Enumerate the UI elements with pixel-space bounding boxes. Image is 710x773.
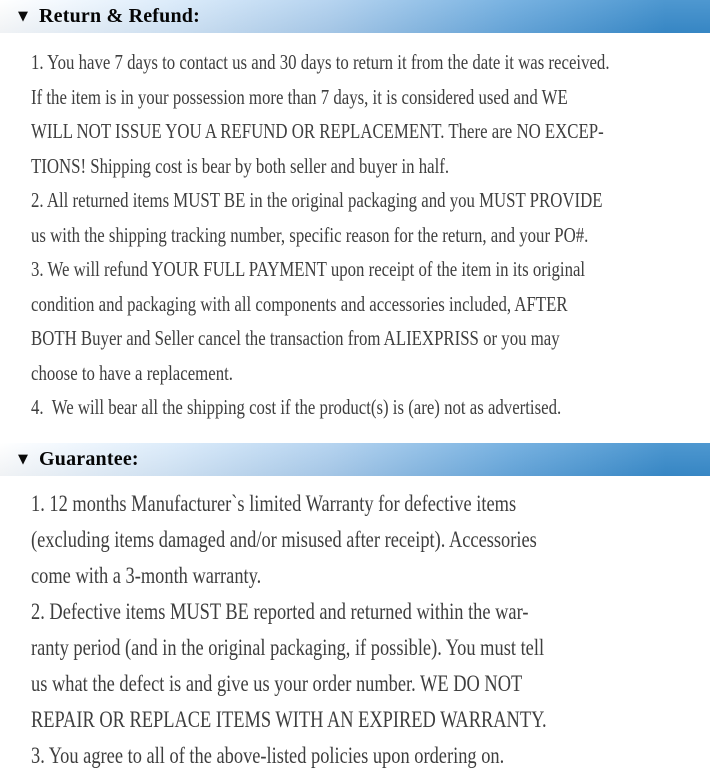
triangle-down-icon: ▼ — [18, 451, 28, 467]
return-refund-text — [31, 45, 710, 425]
policy-text-line: (excluding items damaged and/or misused after receipt). Accessories — [31, 526, 537, 552]
policy-text-line: REPAIR OR REPLACE ITEMS WITH AN EXPIRED WARRANTY. — [31, 706, 547, 732]
policy-text-line: 4. We will bear all the shipping cost if the product(s) is (are) not as advertised. — [31, 395, 562, 419]
policy-text-line: 2. All returned items MUST BE in the original packaging and you MUST PROVIDE — [31, 188, 603, 212]
policy-text-line: choose to have a replacement. — [31, 360, 233, 385]
return-refund-title: Return & Refund: — [39, 5, 200, 27]
section-guarantee — [0, 443, 710, 773]
policy-text-line: TIONS! Shipping cost is bear by both seller and buyer in half. — [31, 153, 450, 178]
guarantee-text — [31, 486, 710, 773]
policy-text-line: WILL NOT ISSUE YOU A REFUND OR REPLACEMENT. There are NO EXCEP- — [31, 119, 604, 143]
policy-text-line: us with the shipping tracking number, specific reason for the return, and your PO#. — [31, 222, 589, 247]
policy-text-line: condition and packaging with all components and accessories included, AFTER — [31, 291, 568, 316]
guarantee-title: Guarantee: — [39, 447, 139, 470]
policy-text-line: us what the defect is and give us your order number. WE DO NOT — [31, 670, 523, 696]
policy-text-line: ranty period (and in the original packaging, if possible). You must tell — [31, 634, 545, 660]
guarantee-body — [0, 476, 710, 773]
guarantee-header[interactable] — [0, 443, 710, 476]
return-refund-body — [0, 33, 710, 425]
policy-text-line: 2. Defective items MUST BE reported and returned within the war- — [31, 598, 529, 624]
policy-text-line: 3. We will refund YOUR FULL PAYMENT upon receipt of the item in its original — [31, 257, 586, 281]
policy-text-line: come with a 3-month warranty. — [31, 562, 262, 588]
policy-text-line: 1. 12 months Manufacturer`s limited Warranty for defective items — [31, 490, 517, 516]
policy-text-line: BOTH Buyer and Seller cancel the transaction from ALIEXPRISS or you may — [31, 326, 560, 350]
triangle-down-icon: ▼ — [18, 9, 28, 24]
policy-text-line: If the item is in your possession more than 7 days, it is considered used and WE — [31, 84, 568, 109]
policy-text-line: 1. You have 7 days to contact us and 30 days to return it from the date it was received. — [31, 50, 610, 74]
policy-text-line: 3. You agree to all of the above-listed policies upon ordering on. — [31, 742, 505, 768]
return-refund-header[interactable] — [0, 0, 710, 33]
